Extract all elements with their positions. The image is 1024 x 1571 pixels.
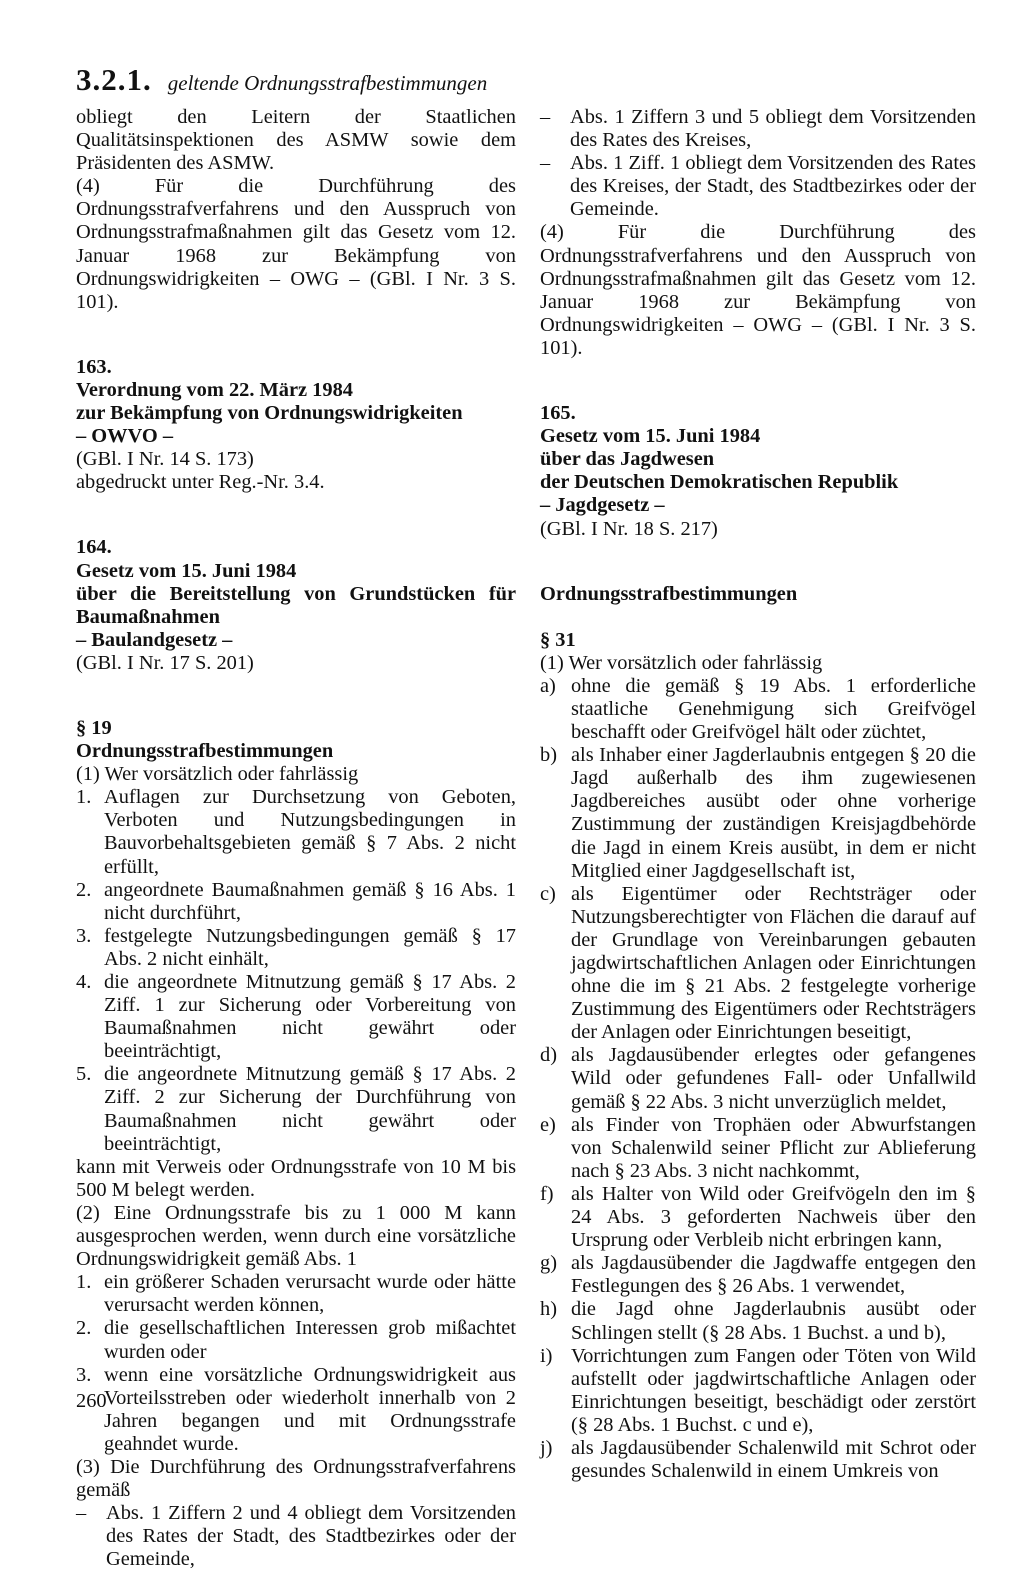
list-text: als Inhaber einer Jagderlaubnis entgegen § 20 die Jagd außerhalb des ihm zugewiesenen Jagdbereiches ausübt oder ohne vorherige Zustimmung der zuständigen Kreisjagdbehörde die Jagd in einem Kreis ausübt, in dem er nicht Mitglied einer Jagdgesellschaft ist, bbox=[571, 744, 976, 882]
list-item bbox=[76, 925, 516, 971]
list-item bbox=[76, 1364, 516, 1456]
section-title: geltende Ordnungsstrafbestimmungen bbox=[167, 71, 488, 95]
list-letter: c) bbox=[540, 882, 556, 905]
entry-number: 165. bbox=[540, 402, 576, 425]
list-text: als Eigentümer oder Rechtsträger oder Nutzungsberechtigter von Flächen die darauf auf der Grundlage von Vereinbarungen gebauten jagdwirtschaftlichen Anlagen oder Einrichtungen ohne die im § 21 Abs. 2 festgelegte vorherige Zustimmung des Eigentümers oder Rechtsträgers der Anlagen oder Einrichtungen beseitigt, bbox=[571, 882, 976, 1044]
subsection-2: (2) Eine Ordnungsstrafe bis zu 1 000 M kann ausgesprochen werden, wenn durch eine vorsätzliche Ordnungswidrigkeit gemäß Abs. 1 bbox=[76, 1201, 516, 1271]
dash-item bbox=[76, 1502, 516, 1571]
paragraph-4: (4) Für die Durchführung des Ordnungsstrafverfahrens und den Ausspruch von Ordnungsstrafmaßnahmen gilt das Gesetz vom 12. Januar 1968 zur Bekämpfung von Ordnungswidrigkeiten – OWG – (GBl. I Nr. 3 S. 101). bbox=[540, 221, 976, 359]
list-number: 3. bbox=[76, 924, 92, 947]
list-item bbox=[540, 883, 976, 1045]
entry-title-line: – OWVO – bbox=[76, 425, 174, 448]
entry-title-line: – Jagdgesetz – bbox=[540, 494, 665, 517]
list-text: die Jagd ohne Jagderlaubnis ausübt oder Schlingen stellt (§ 28 Abs. 1 Buchst. a und b), bbox=[571, 1298, 976, 1344]
section-heading: Ordnungsstrafbestimmungen bbox=[540, 582, 798, 605]
list-item bbox=[540, 1044, 976, 1113]
list-text: Vorrichtungen zum Fangen oder Töten von Wild aufstellt oder jagdwirtschaftliche Anlagen oder Einrichtungen beseitigt, beschädigt oder zerstört (§ 28 Abs. 1 Buchst. c und e), bbox=[571, 1344, 976, 1436]
list-number: 3. bbox=[76, 1363, 92, 1386]
list-text: als Halter von Wild oder Greifvögeln den im § 24 Abs. 3 geforderten Nachweis über den Ursprung oder Verbleib nicht erbringen kann, bbox=[571, 1182, 976, 1252]
list-text: wenn eine vorsätzliche Ordnungswidrigkeit aus Vorteilsstreben oder wiederholt innerhalb von 2 Jahren begangen und mit Ordnungsstrafe geahndet wurde. bbox=[104, 1363, 516, 1455]
list-item bbox=[76, 786, 516, 878]
dash-item bbox=[540, 152, 976, 221]
section-sign: § 31 bbox=[540, 628, 576, 651]
entry-165 bbox=[540, 402, 976, 541]
closing-text: kann mit Verweis oder Ordnungsstrafe von 10 M bis 500 M belegt werden. bbox=[76, 1155, 516, 1201]
dash-text: Abs. 1 Ziffern 2 und 4 obliegt dem Vorsitzenden des Rates der Stadt, des Stadtbezirkes oder der Gemeinde, bbox=[106, 1502, 516, 1571]
entry-164 bbox=[76, 536, 516, 675]
entry-reference: (GBl. I Nr. 18 S. 217) bbox=[540, 517, 718, 540]
entry-reference: (GBl. I Nr. 14 S. 173) bbox=[76, 448, 254, 471]
list-text: die angeordnete Mitnutzung gemäß § 17 Abs. 2 Ziff. 2 zur Sicherung der Durchführung von Baumaßnahmen nicht gewährt oder beeinträchtigt, bbox=[104, 1063, 516, 1155]
subsection-1: (1) Wer vorsätzlich oder fahrlässig bbox=[540, 651, 823, 674]
entry-note: abgedruckt unter Reg.-Nr. 3.4. bbox=[76, 471, 325, 494]
list-text: festgelegte Nutzungsbedingungen gemäß § 17 Abs. 2 nicht einhält, bbox=[104, 924, 516, 970]
entry-title-line: – Baulandgesetz – bbox=[76, 628, 233, 651]
section-19 bbox=[76, 717, 516, 1571]
section-sign: § 19 bbox=[76, 716, 112, 739]
dash-marker: – bbox=[76, 1502, 87, 1525]
continuation-text: obliegt den Leitern der Staatlichen Qualitätsinspektionen des ASMW sowie dem Präsidenten des ASMW. bbox=[76, 106, 516, 175]
paragraph-4: (4) Für die Durchführung des Ordnungsstrafverfahrens und den Ausspruch von Ordnungsstrafmaßnahmen gilt das Gesetz vom 12. Januar 1968 zur Bekämpfung von Ordnungswidrigkeiten – OWG – (GBl. I Nr. 3 S. 101). bbox=[76, 175, 516, 313]
list-letter: e) bbox=[540, 1113, 556, 1136]
list-item bbox=[540, 1114, 976, 1183]
list-text: die gesellschaftlichen Interessen grob mißachtet wurden oder bbox=[104, 1317, 516, 1363]
list-item bbox=[540, 1437, 976, 1483]
section-header bbox=[76, 62, 487, 98]
dash-text: Abs. 1 Ziff. 1 obliegt dem Vorsitzenden des Rates des Kreises, der Stadt, des Stadtbezirkes oder der Gemeinde. bbox=[570, 152, 976, 221]
list-letter: j) bbox=[540, 1436, 553, 1459]
section-number: 3.2.1. bbox=[76, 62, 152, 97]
list-text: Auflagen zur Durchsetzung von Geboten, Verboten und Nutzungsbedingungen in Bauvorbehaltsgebieten gemäß § 7 Abs. 2 nicht erfüllt, bbox=[104, 786, 516, 878]
right-column bbox=[540, 106, 976, 1483]
list-item bbox=[76, 1271, 516, 1317]
dash-item bbox=[540, 106, 976, 152]
list-letter: b) bbox=[540, 744, 557, 767]
entry-title-line: der Deutschen Demokratischen Republik bbox=[540, 471, 899, 494]
entry-title-line: zur Bekämpfung von Ordnungswidrigkeiten bbox=[76, 402, 463, 425]
list-item bbox=[540, 1183, 976, 1252]
section-heading: Ordnungsstrafbestimmungen bbox=[76, 740, 334, 763]
subsection-1: (1) Wer vorsätzlich oder fahrlässig bbox=[76, 763, 359, 786]
list-number: 1. bbox=[76, 1271, 92, 1294]
list-letter: d) bbox=[540, 1044, 557, 1067]
left-column bbox=[76, 106, 516, 1571]
list-letter: a) bbox=[540, 674, 556, 697]
list-number: 2. bbox=[76, 878, 92, 901]
list-item bbox=[540, 1298, 976, 1344]
list-item bbox=[540, 1345, 976, 1437]
entry-title-line: über das Jagdwesen bbox=[540, 448, 715, 471]
dash-text: Abs. 1 Ziffern 3 und 5 obliegt dem Vorsitzenden des Rates des Kreises, bbox=[570, 106, 976, 152]
page-number: 260 bbox=[76, 1390, 107, 1412]
entry-title-line: Gesetz vom 15. Juni 1984 bbox=[76, 559, 297, 582]
dash-marker: – bbox=[540, 152, 551, 175]
list-number: 1. bbox=[76, 786, 92, 809]
subsection-3: (3) Die Durchführung des Ordnungsstrafverfahrens gemäß bbox=[76, 1455, 516, 1502]
list-number: 4. bbox=[76, 971, 92, 993]
list-item bbox=[76, 1063, 516, 1155]
list-letter: h) bbox=[540, 1298, 557, 1321]
dash-marker: – bbox=[540, 106, 551, 128]
list-number: 5. bbox=[76, 1063, 92, 1086]
entry-title-line: über die Bereitstellung von Grundstücken für Baumaßnahmen bbox=[76, 582, 516, 628]
list-item bbox=[76, 971, 516, 1063]
list-number: 2. bbox=[76, 1317, 92, 1340]
entry-163 bbox=[76, 356, 516, 495]
list-item bbox=[540, 1252, 976, 1298]
list-text: ohne die gemäß § 19 Abs. 1 erforderliche staatliche Genehmigung sich Greifvögel beschafft oder Greifvögel hält oder züchtet, bbox=[571, 674, 976, 744]
entry-title-line: Verordnung vom 22. März 1984 bbox=[76, 378, 353, 401]
section-31 bbox=[540, 629, 976, 1483]
list-text: ein größerer Schaden verursacht wurde oder hätte verursacht werden können, bbox=[104, 1271, 516, 1317]
entry-title-line: Gesetz vom 15. Juni 1984 bbox=[540, 425, 761, 448]
entry-number: 163. bbox=[76, 355, 112, 378]
list-text: als Jagdausübender die Jagdwaffe entgegen den Festlegungen des § 26 Abs. 1 verwendet, bbox=[571, 1252, 976, 1298]
list-item bbox=[76, 1317, 516, 1363]
list-text: als Finder von Trophäen oder Abwurfstangen von Schalenwild seiner Pflicht zur Ablieferung nach § 23 Abs. 3 nicht nachkommt, bbox=[571, 1113, 976, 1182]
list-text: als Jagdausübender Schalenwild mit Schrot oder gesundes Schalenwild in einem Umkreis von bbox=[571, 1436, 976, 1483]
list-letter: i) bbox=[540, 1344, 553, 1367]
list-item bbox=[540, 675, 976, 744]
entry-number: 164. bbox=[76, 536, 112, 559]
list-text: die angeordnete Mitnutzung gemäß § 17 Abs. 2 Ziff. 1 zur Sicherung oder Vorbereitung von Baumaßnahmen nicht gewährt oder beeinträchtigt, bbox=[104, 971, 516, 1063]
list-letter: g) bbox=[540, 1252, 557, 1275]
list-item bbox=[76, 879, 516, 925]
list-item bbox=[540, 744, 976, 883]
entry-reference: (GBl. I Nr. 17 S. 201) bbox=[76, 651, 254, 674]
list-text: als Jagdausübender erlegtes oder gefangenes Wild oder gefundenes Fall- oder Unfallwild gemäß § 22 Abs. 3 nicht unverzüglich meldet, bbox=[571, 1044, 976, 1113]
list-text: angeordnete Baumaßnahmen gemäß § 16 Abs. 1 nicht durchführt, bbox=[104, 878, 516, 924]
list-letter: f) bbox=[540, 1182, 554, 1205]
